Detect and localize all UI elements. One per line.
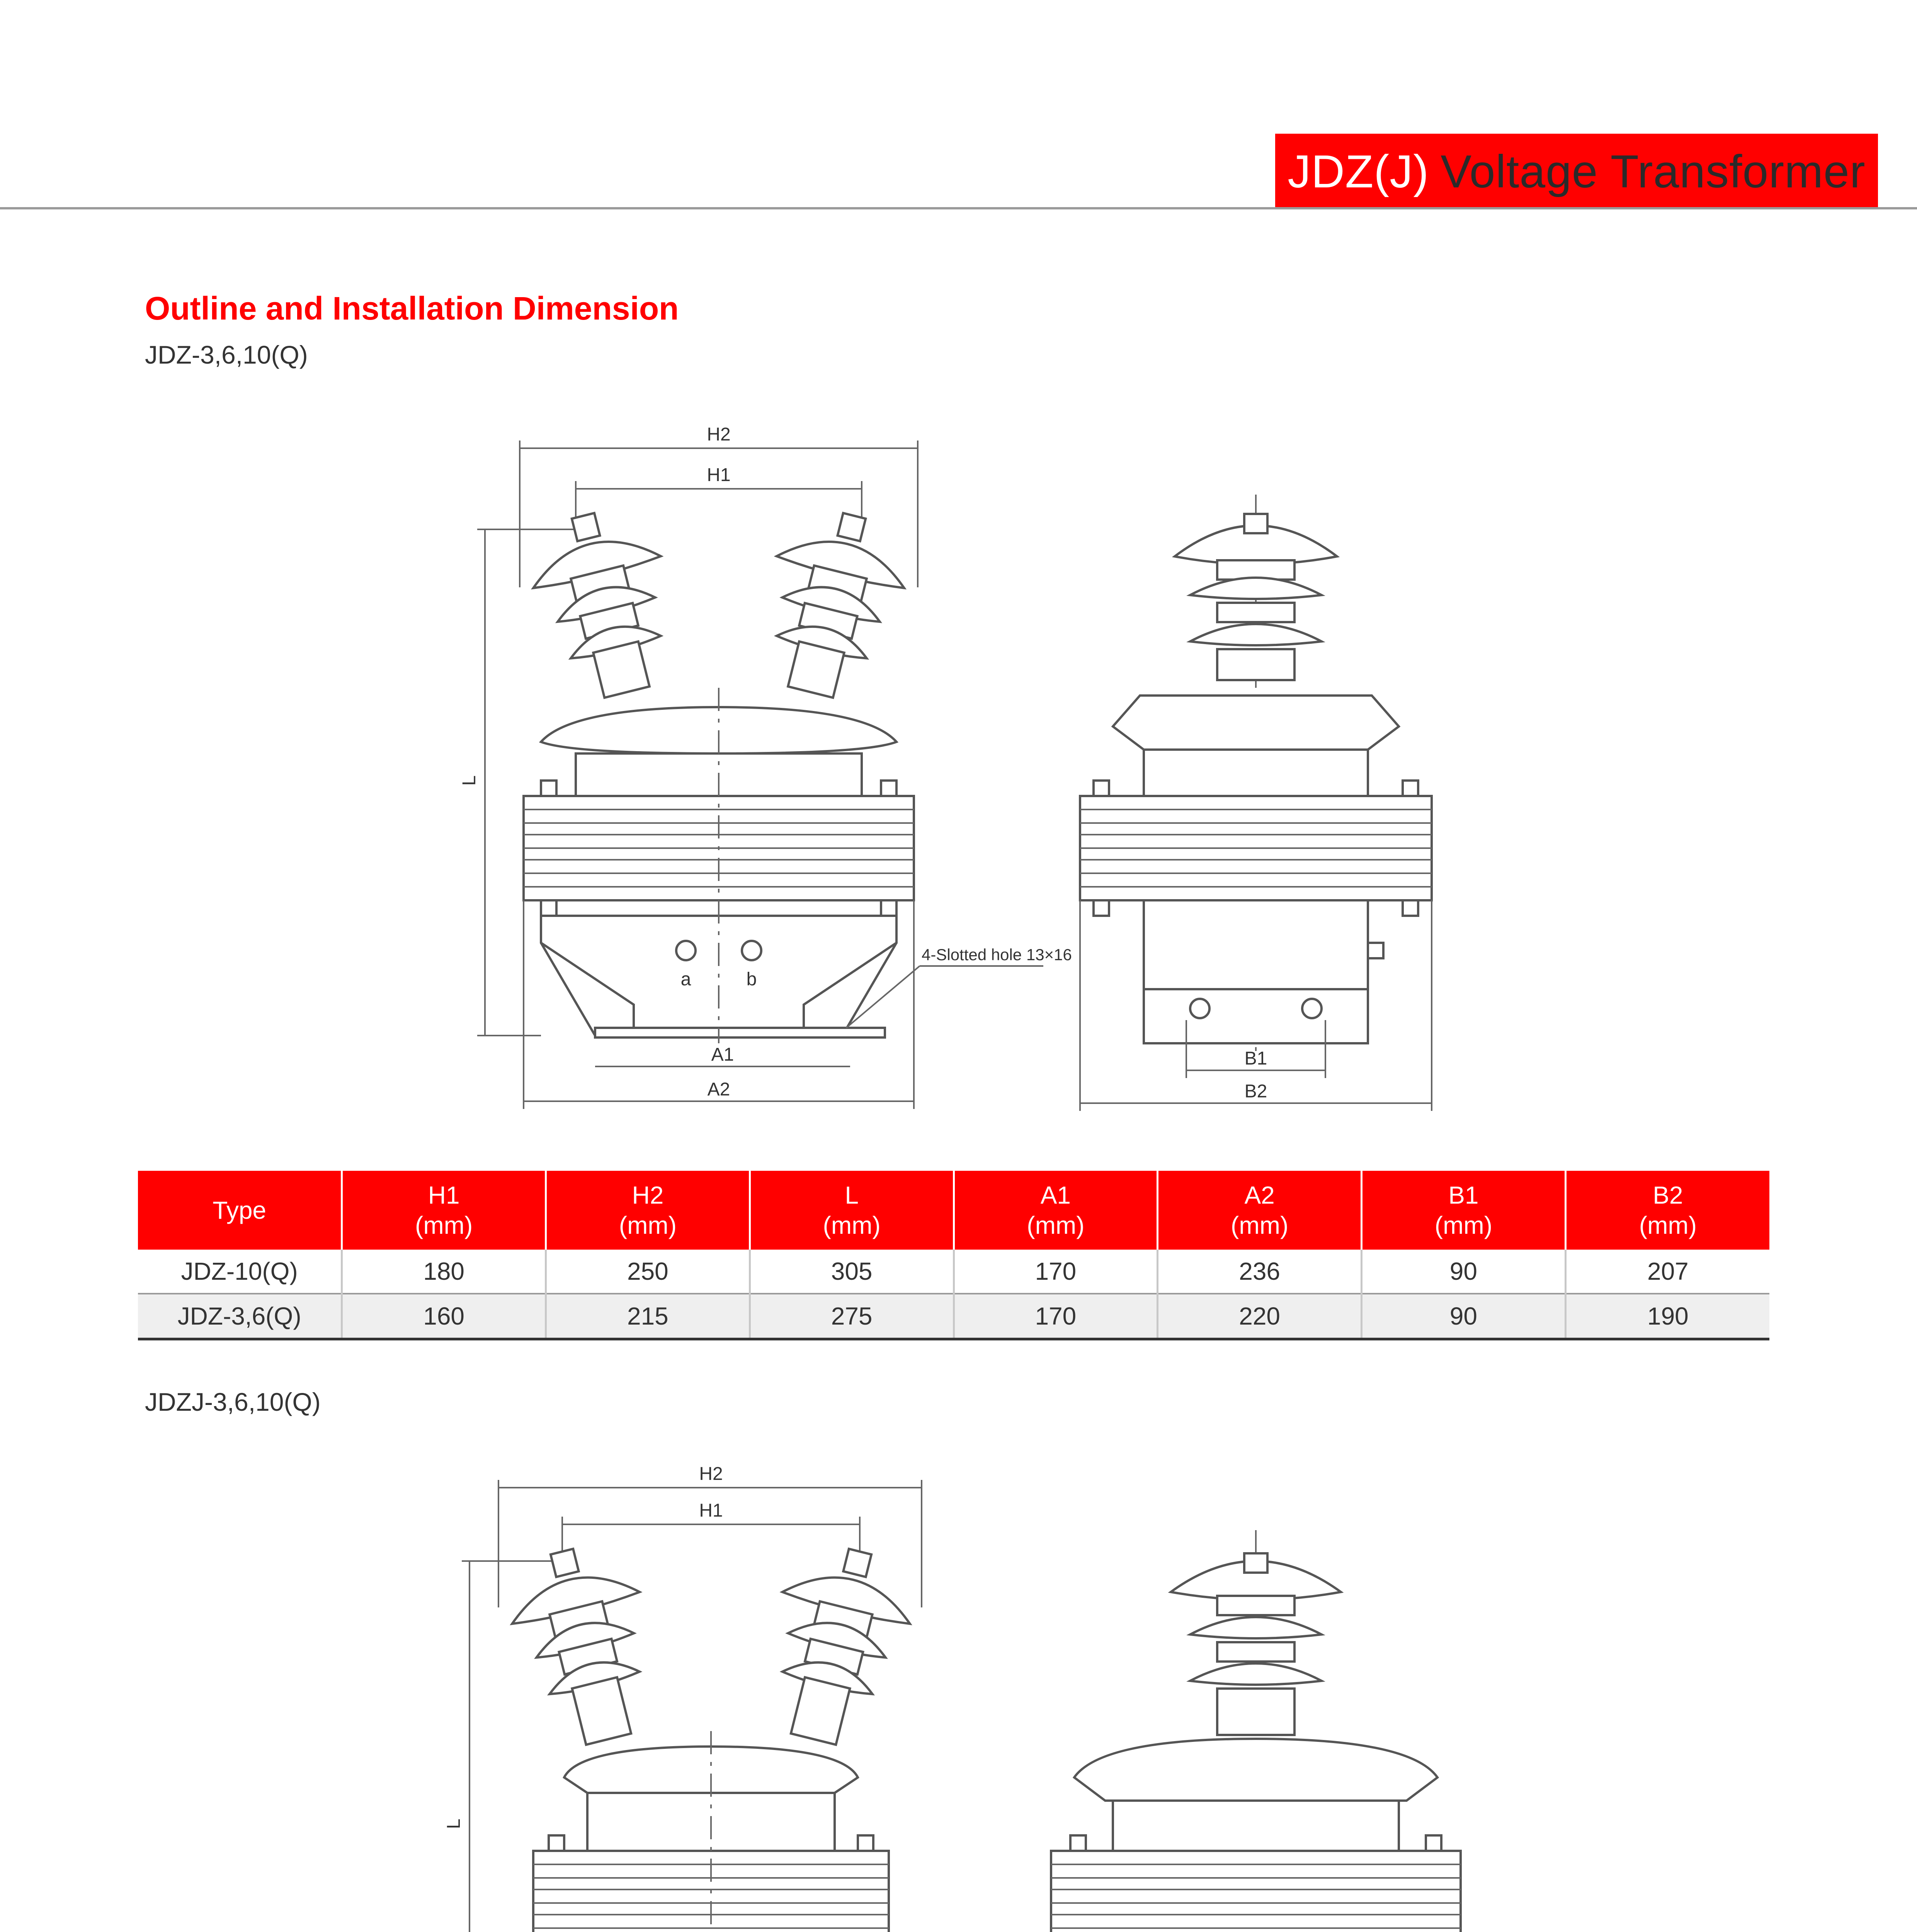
table-row: JDZ-3,6(Q) 160 215 275 170 220 90 190 — [138, 1294, 1769, 1339]
col-b1: B1 (mm) — [1362, 1171, 1566, 1250]
terminal-b-label: b — [746, 969, 757, 990]
col-a2: A2 (mm) — [1158, 1171, 1362, 1250]
left-bushing — [519, 500, 691, 708]
dim-h1-label: H1 — [707, 465, 731, 485]
diagram1-outline-drawing — [0, 406, 1917, 1140]
header-divider — [0, 207, 1917, 209]
table-header-row — [138, 1171, 1769, 1250]
col-type: Type — [138, 1171, 342, 1250]
title-product: Voltage Transformer — [1441, 146, 1866, 197]
dim-l-label-2: L — [444, 1818, 464, 1829]
col-h1: H1 (mm) — [342, 1171, 546, 1250]
col-l: L (mm) — [750, 1171, 954, 1250]
diagram1-model-label: JDZ-3,6,10(Q) — [145, 340, 308, 369]
col-b2: B2 (mm) — [1565, 1171, 1769, 1250]
dim-b2-label: B2 — [1244, 1081, 1267, 1102]
spec-table-jdz — [138, 1171, 1769, 1340]
dim-a1-label: A1 — [711, 1044, 734, 1065]
dim-h1-label-2: H1 — [699, 1500, 723, 1521]
col-h2: H2 (mm) — [546, 1171, 750, 1250]
dim-l-label: L — [459, 775, 480, 786]
title-model: JDZ(J) — [1288, 146, 1429, 197]
terminal-a-label: a — [680, 969, 691, 990]
dim-h2-label-2: H2 — [699, 1464, 723, 1484]
slot-note: 4-Slotted hole 13×16 — [922, 946, 1072, 964]
terminal-a — [676, 941, 696, 960]
col-a1: A1 (mm) — [954, 1171, 1158, 1250]
table-row: JDZ-10(Q) 180 250 305 170 236 90 207 — [138, 1250, 1769, 1294]
diagram2-outline-drawing — [0, 1445, 1917, 1932]
page-title — [1275, 134, 1878, 209]
dim-b1-label: B1 — [1244, 1048, 1267, 1069]
dim-a2-label: A2 — [707, 1079, 730, 1100]
diagram2-model-label: JDZJ-3,6,10(Q) — [145, 1388, 321, 1416]
right-bushing — [747, 500, 918, 708]
dim-h2-label: H2 — [707, 424, 731, 445]
terminal-b — [742, 941, 761, 960]
section-title: Outline and Installation Dimension — [145, 290, 679, 327]
